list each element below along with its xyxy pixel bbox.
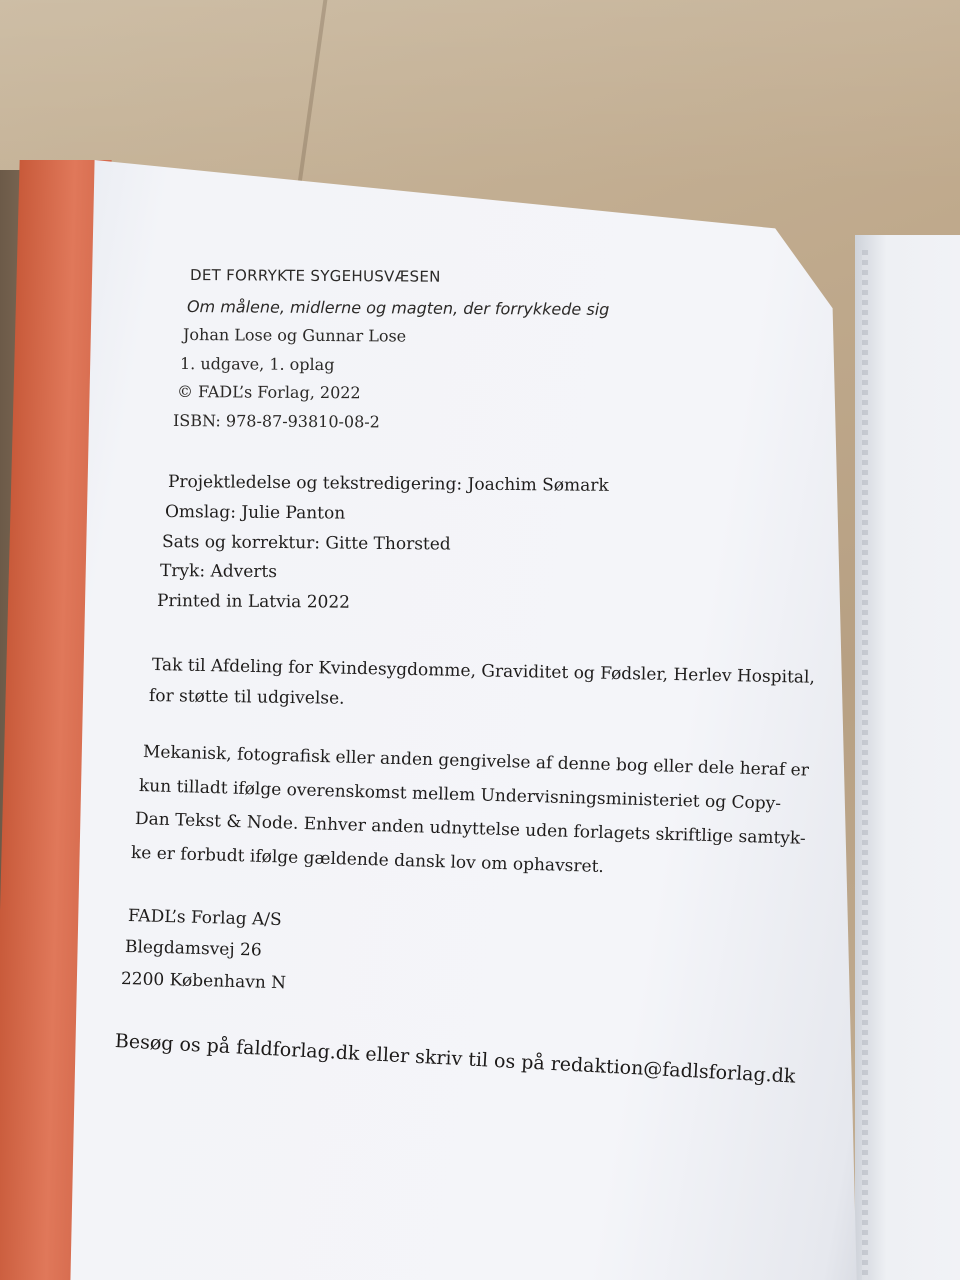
book-edition: 1. udgave, 1. oplag — [179, 354, 335, 375]
book-copyright: © FADL’s Forlag, 2022 — [176, 382, 361, 403]
credit-project: Projektledelse og tekstredigering: Joachim Sømark — [167, 472, 609, 496]
credit-print: Tryk: Adverts — [159, 561, 278, 583]
credit-cover: Omslag: Julie Panton — [164, 502, 346, 524]
thanks-line-2: for støtte til udgivelse. — [148, 686, 345, 709]
publisher-city: 2200 København N — [120, 969, 287, 994]
thanks-line-1: Tak til Afdeling for Kvindesygdomme, Graviditet og Fødsler, Herlev Hospital, — [151, 655, 816, 688]
book-authors: Johan Lose og Gunnar Lose — [182, 325, 407, 346]
legal-line-4: ke er forbudt ifølge gældende dansk lov om ophavsret. — [130, 843, 605, 878]
credit-printed-in: Printed in Latvia 2022 — [156, 591, 351, 613]
book-title: DET FORRYKTE SYGEHUSVÆSEN — [189, 266, 441, 286]
book-isbn: ISBN: 978-87-93810-08-2 — [172, 411, 380, 432]
book-subtitle: Om målene, midlerne og magten, der forrykkede sig — [186, 297, 610, 319]
credit-typesetting: Sats og korrektur: Gitte Thorsted — [161, 532, 451, 555]
publisher-name: FADL’s Forlag A/S — [127, 906, 282, 931]
legal-line-2: kun tilladt ifølge overenskomst mellem Undervisningsministeriet og Copy- — [138, 776, 782, 814]
legal-line-1: Mekanisk, fotografisk eller anden gengivelse af denne bog eller dele heraf er — [142, 742, 810, 781]
contact-line: Besøg os på faldforlag.dk eller skriv til os på redaktion@fadlsforlag.dk — [114, 1030, 796, 1088]
legal-line-3: Dan Tekst & Node. Enhver anden udnyttelse uden forlagets skriftlige samtyk- — [134, 809, 806, 849]
publisher-street: Blegdamsvej 26 — [124, 937, 262, 961]
